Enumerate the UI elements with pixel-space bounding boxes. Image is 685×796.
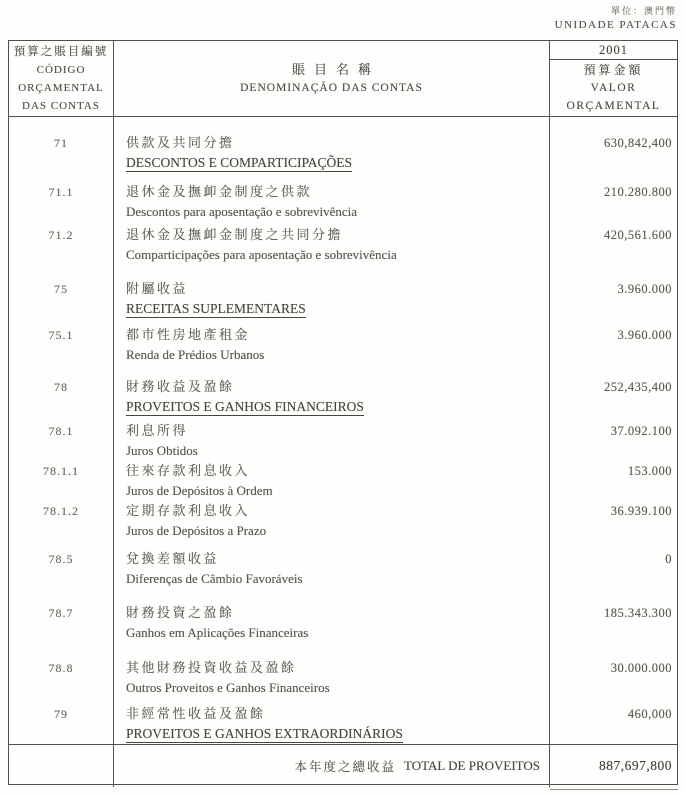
account-name-pt: Diferenças de Câmbio Favoráveis	[126, 571, 303, 586]
account-name	[114, 365, 550, 417]
account-name-pt: PROVEITOS E GANHOS EXTRAORDINÁRIOS	[126, 726, 403, 741]
account-code: 78.5	[9, 541, 114, 589]
account-name-pt: Juros Obtidos	[126, 443, 198, 458]
account-code: 78.1.1	[9, 461, 114, 501]
account-code: 78	[9, 365, 114, 417]
total-label-pt: TOTAL DE PROVEITOS	[404, 758, 540, 773]
header-value-zh: 預算金額	[583, 63, 644, 77]
account-code: 78.7	[9, 589, 114, 643]
account-code: 79	[9, 698, 114, 744]
account-name-zh: 附屬收益	[126, 281, 189, 296]
account-code: 71	[9, 117, 114, 173]
total-label-zh: 本年度之總收益	[294, 760, 397, 774]
account-name	[114, 319, 550, 365]
account-value: 210.280.800	[604, 185, 672, 199]
account-value: 37.092.100	[610, 424, 672, 438]
account-name-pt: DESCONTOS E COMPARTICIPAÇÕES	[126, 155, 352, 170]
table-row-78-8	[9, 643, 677, 698]
account-name-zh: 退休金及撫卹金制度之共同分擔	[126, 227, 344, 242]
account-code: 75.1	[9, 319, 114, 365]
header-year: 2001	[550, 41, 677, 60]
account-name-pt: Juros de Depósitos a Prazo	[126, 523, 267, 538]
table-row-71	[9, 117, 677, 173]
header-code-column	[9, 41, 114, 116]
table-row-78	[9, 365, 677, 417]
account-code: 78.8	[9, 643, 114, 698]
account-name-zh: 其他財務投資收益及盈餘	[126, 660, 297, 675]
account-name	[114, 117, 550, 173]
account-value: 3.960.000	[617, 328, 672, 342]
unit-note-zh: 單位：澳門幣	[610, 6, 677, 16]
account-name	[114, 417, 550, 461]
account-code: 78.1	[9, 417, 114, 461]
account-name-pt: Ganhos em Aplicações Financeiras	[126, 625, 309, 640]
header-value-line2: ORÇAMENTAL	[566, 100, 661, 112]
total-value: 887,697,800	[599, 758, 672, 773]
account-name	[114, 461, 550, 501]
total-row	[9, 744, 677, 787]
header-code-line2: ORÇAMENTAL	[18, 82, 104, 94]
table-header	[9, 41, 677, 117]
account-name-pt: Descontos para aposentação e sobrevivência	[126, 204, 358, 219]
account-value: 3.960.000	[617, 282, 672, 296]
account-name-zh: 兌換差額收益	[126, 551, 220, 566]
table-row-75	[9, 265, 677, 319]
account-value: 36.939.100	[610, 504, 672, 518]
account-value: 460,000	[627, 707, 672, 721]
account-name	[114, 501, 550, 541]
account-name-pt: Renda de Prédios Urbanos	[126, 347, 265, 362]
account-value: 153.000	[627, 464, 672, 478]
account-code: 71.1	[9, 173, 114, 222]
account-code: 78.1.2	[9, 501, 114, 541]
table-row-78-5	[9, 541, 677, 589]
account-value: 420,561.600	[604, 228, 672, 242]
account-name-zh: 退休金及撫卹金制度之供款	[126, 184, 313, 199]
account-name	[114, 643, 550, 698]
account-name-zh: 定期存款利息收入	[126, 503, 251, 518]
account-name-zh: 非經常性收益及盈餘	[126, 706, 266, 721]
account-value: 30.000.000	[610, 661, 672, 675]
account-name-pt: Outros Proveitos e Ganhos Financeiros	[126, 680, 330, 695]
table-row-71-2	[9, 222, 677, 265]
table-row-79	[9, 698, 677, 744]
account-name-pt: PROVEITOS E GANHOS FINANCEIROS	[126, 399, 364, 414]
scan-artifact-line	[550, 789, 678, 790]
account-name	[114, 541, 550, 589]
header-name-column	[114, 41, 550, 116]
header-name-pt: DENOMINAÇÃO DAS CONTAS	[240, 81, 423, 94]
account-name-zh: 財務收益及盈餘	[126, 379, 235, 394]
account-name-zh: 都市性房地產租金	[126, 327, 251, 342]
account-name-pt: Juros de Depósitos à Ordem	[126, 483, 273, 498]
account-name	[114, 589, 550, 643]
account-name	[114, 265, 550, 319]
account-value: 630,842,400	[604, 136, 672, 150]
account-code: 71.2	[9, 222, 114, 265]
account-name-zh: 利息所得	[126, 423, 189, 438]
header-name-zh: 賬目名稱	[291, 61, 380, 77]
table-row-78-1-1	[9, 461, 677, 501]
account-name-zh: 供款及共同分擔	[126, 135, 235, 150]
table-row-75-1	[9, 319, 677, 365]
header-value-line1: VALOR	[590, 82, 637, 94]
table-body	[9, 117, 677, 744]
table-row-78-1	[9, 417, 677, 461]
budget-table	[8, 40, 678, 785]
account-name-pt: RECEITAS SUPLEMENTARES	[126, 301, 306, 316]
account-name-zh: 財務投資之盈餘	[126, 605, 235, 620]
total-label	[114, 745, 550, 787]
header-code-line3: DAS CONTAS	[22, 100, 100, 112]
account-name	[114, 698, 550, 744]
account-code: 75	[9, 265, 114, 319]
unit-note-pt: UNIDADE PATACAS	[554, 19, 677, 31]
account-name	[114, 222, 550, 265]
total-code-empty	[9, 745, 114, 787]
account-value: 185.343.300	[604, 606, 672, 620]
table-row-71-1	[9, 173, 677, 222]
table-row-78-7	[9, 589, 677, 643]
account-name-zh: 往來存款利息收入	[126, 463, 251, 478]
header-value-column	[550, 41, 677, 116]
unit-note	[555, 4, 677, 32]
account-value: 0	[665, 552, 672, 566]
table-row-78-1-2	[9, 501, 677, 541]
account-name	[114, 173, 550, 222]
header-code-zh: 預算之賬目編號	[13, 46, 109, 58]
account-value: 252,435,400	[604, 380, 672, 394]
account-name-pt: Comparticipações para aposentação e sobrevivência	[126, 247, 397, 262]
header-code-line1: CÓDIGO	[36, 64, 86, 76]
